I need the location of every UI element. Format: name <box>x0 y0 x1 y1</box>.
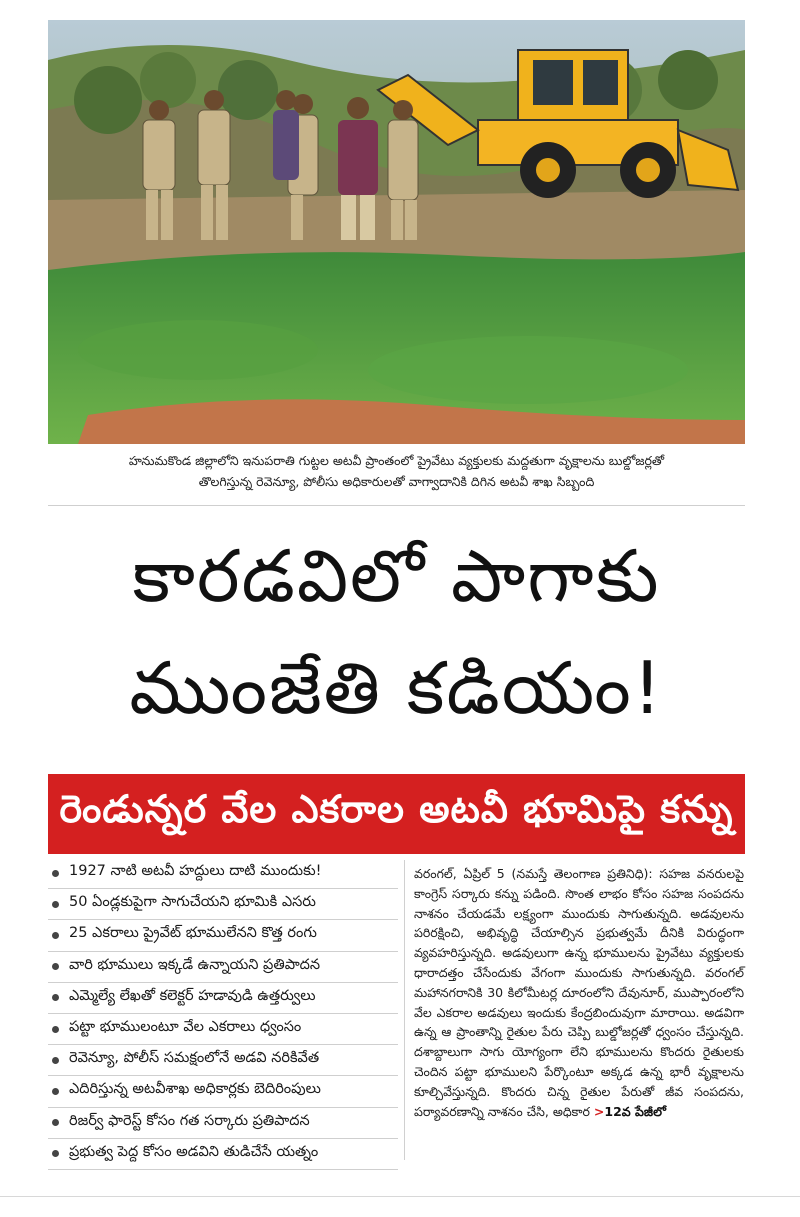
list-item <box>48 1045 398 1076</box>
list-item-text: ఎదిరిస్తున్న అటవీశాఖ అధికార్లకు బెదిరింపులు <box>69 1081 321 1098</box>
caption-line-1: హనుమకొండ జిల్లాలోని ఇనుపరాతి గుట్టల అటవీ ప్రాంతంలో ప్రైవేటు వ్యక్తులకు మద్దతుగా వృక్షాలను బుల్డోజర్లతో <box>128 453 665 468</box>
bullet-icon <box>52 901 59 908</box>
bullet-icon <box>52 963 59 970</box>
banner-text: రెండున్నర వేల ఎకరాల అటవీ భూమిపై కన్ను <box>59 787 734 831</box>
list-item <box>48 858 398 889</box>
list-item-text: రిజర్వ్ ఫారెస్ట్ కోసం గత సర్కారు ప్రతిపాదన <box>69 1112 310 1129</box>
bullet-icon <box>52 1119 59 1126</box>
headline-line-2: ముంజేతి కడియం! <box>129 646 664 730</box>
subheadline-banner <box>48 774 745 854</box>
news-photo <box>48 20 745 444</box>
bullet-icon <box>52 932 59 939</box>
list-item <box>48 983 398 1014</box>
chevron-right-icon: > <box>593 1103 605 1119</box>
list-item-text: వారి భూములు ఇక్కడే ఉన్నాయని ప్రతిపాదన <box>69 956 321 973</box>
list-item-text: ఎమ్మెల్యే లేఖతో కలెక్టర్ హడావుడి ఉత్తర్వులు <box>69 987 316 1004</box>
bullet-icon <box>52 870 59 877</box>
column-divider <box>404 860 405 1160</box>
main-headline <box>48 520 745 744</box>
caption-line-2: తొలగిస్తున్న రెవెన్యూ, పోలీసు అధికారులతో వాగ్వాదానికి దిగిన అటవీ శాఖ సిబ్బంది <box>198 474 595 489</box>
bullet-icon <box>52 1150 59 1157</box>
list-item <box>48 889 398 920</box>
caption-divider <box>48 505 745 506</box>
photo-bulldozer-forest-icon <box>48 20 745 444</box>
article-text: వరంగల్, ఏప్రిల్ 5 (నమస్తే తెలంగాణ ప్రతినిధి): సహజ వనరులపై కాంగ్రెస్ సర్కారు కన్ను పడింది. సొంత లాభం కోసం సహజ సంపదను నాశనం చేయడమే లక్ష్యంగా ముందుకు సాగుతున్నది. అడవులను పరిరక్షించి, అభివృద్ధి చేయాల్సిన ప్రభుత్వమే దీనికి విరుద్ధంగా వ్యవహరిస్తున్నది. అడవులుగా ఉన్న భూములను ప్రైవేటు వ్యక్తులకు ధారాదత్తం చేసేందుకు వేగంగా ముందుకు సాగుతున్నది. వరంగల్ మహానగరానికి 30 కిలోమీటర్ల దూరంలోని దేవునూర్, ముప్పారంలోని వేల ఎకరాల అడవులు ఇందుకు కేంద్రబిందువుగా మారాయి. అడవిగా ఉన్న ఆ ప్రాంతాన్ని రైతుల పేరు చెప్పి బుల్డోజర్లతో ధ్వంసం చేస్తున్నది. దశాబ్దాలుగా సాగు యోగ్యంగా లేని భూములను కొందరు రైతులకు చెందిన పట్టా భూములని పేర్కొంటూ అక్కడ ఉన్న భారీ వృక్షాలను కూల్చివేస్తున్నది. కొందరు చిన్న రైతుల పేరుతో జీవ సంపదను, పర్యావరణాన్ని నాశనం చేసి, అధికార <box>414 866 744 1119</box>
bullet-icon <box>52 994 59 1001</box>
list-item-text: 50 ఏండ్లకుపైగా సాగుచేయని భూమికి ఎసరు <box>69 894 316 911</box>
photo-caption <box>48 450 745 492</box>
headline-line-1: కారడవిలో పాగాకు <box>132 534 661 618</box>
list-item <box>48 1076 398 1107</box>
bullet-icon <box>52 1057 59 1064</box>
list-item-text: ప్రభుత్వ పెద్ద కోసం అడవిని తుడిచేసే యత్నం <box>69 1143 319 1160</box>
list-item <box>48 1139 398 1170</box>
list-item-text: 1927 నాటి అటవీ హద్దులు దాటి ముందుకు! <box>69 863 322 880</box>
continue-link[interactable] <box>594 1104 666 1119</box>
bullet-icon <box>52 1088 59 1095</box>
list-item <box>48 1108 398 1139</box>
list-item <box>48 952 398 983</box>
article-body <box>414 864 744 1121</box>
bullet-icon <box>52 1026 59 1033</box>
highlights-list <box>48 858 398 1170</box>
list-item-text: రెవెన్యూ, పోలీస్ సమక్షంలోనే అడవి నరికివేత <box>69 1050 320 1067</box>
continue-page-label: 12వ పేజీలో <box>604 1103 666 1119</box>
page-bottom-divider <box>0 1196 800 1197</box>
list-item <box>48 920 398 951</box>
list-item-text: పట్టా భూములంటూ వేల ఎకరాలు ధ్వంసం <box>69 1019 302 1036</box>
list-item <box>48 1014 398 1045</box>
list-item-text: 25 ఎకరాలు ప్రైవేట్ భూములేనని కొత్త రంగు <box>69 925 317 942</box>
